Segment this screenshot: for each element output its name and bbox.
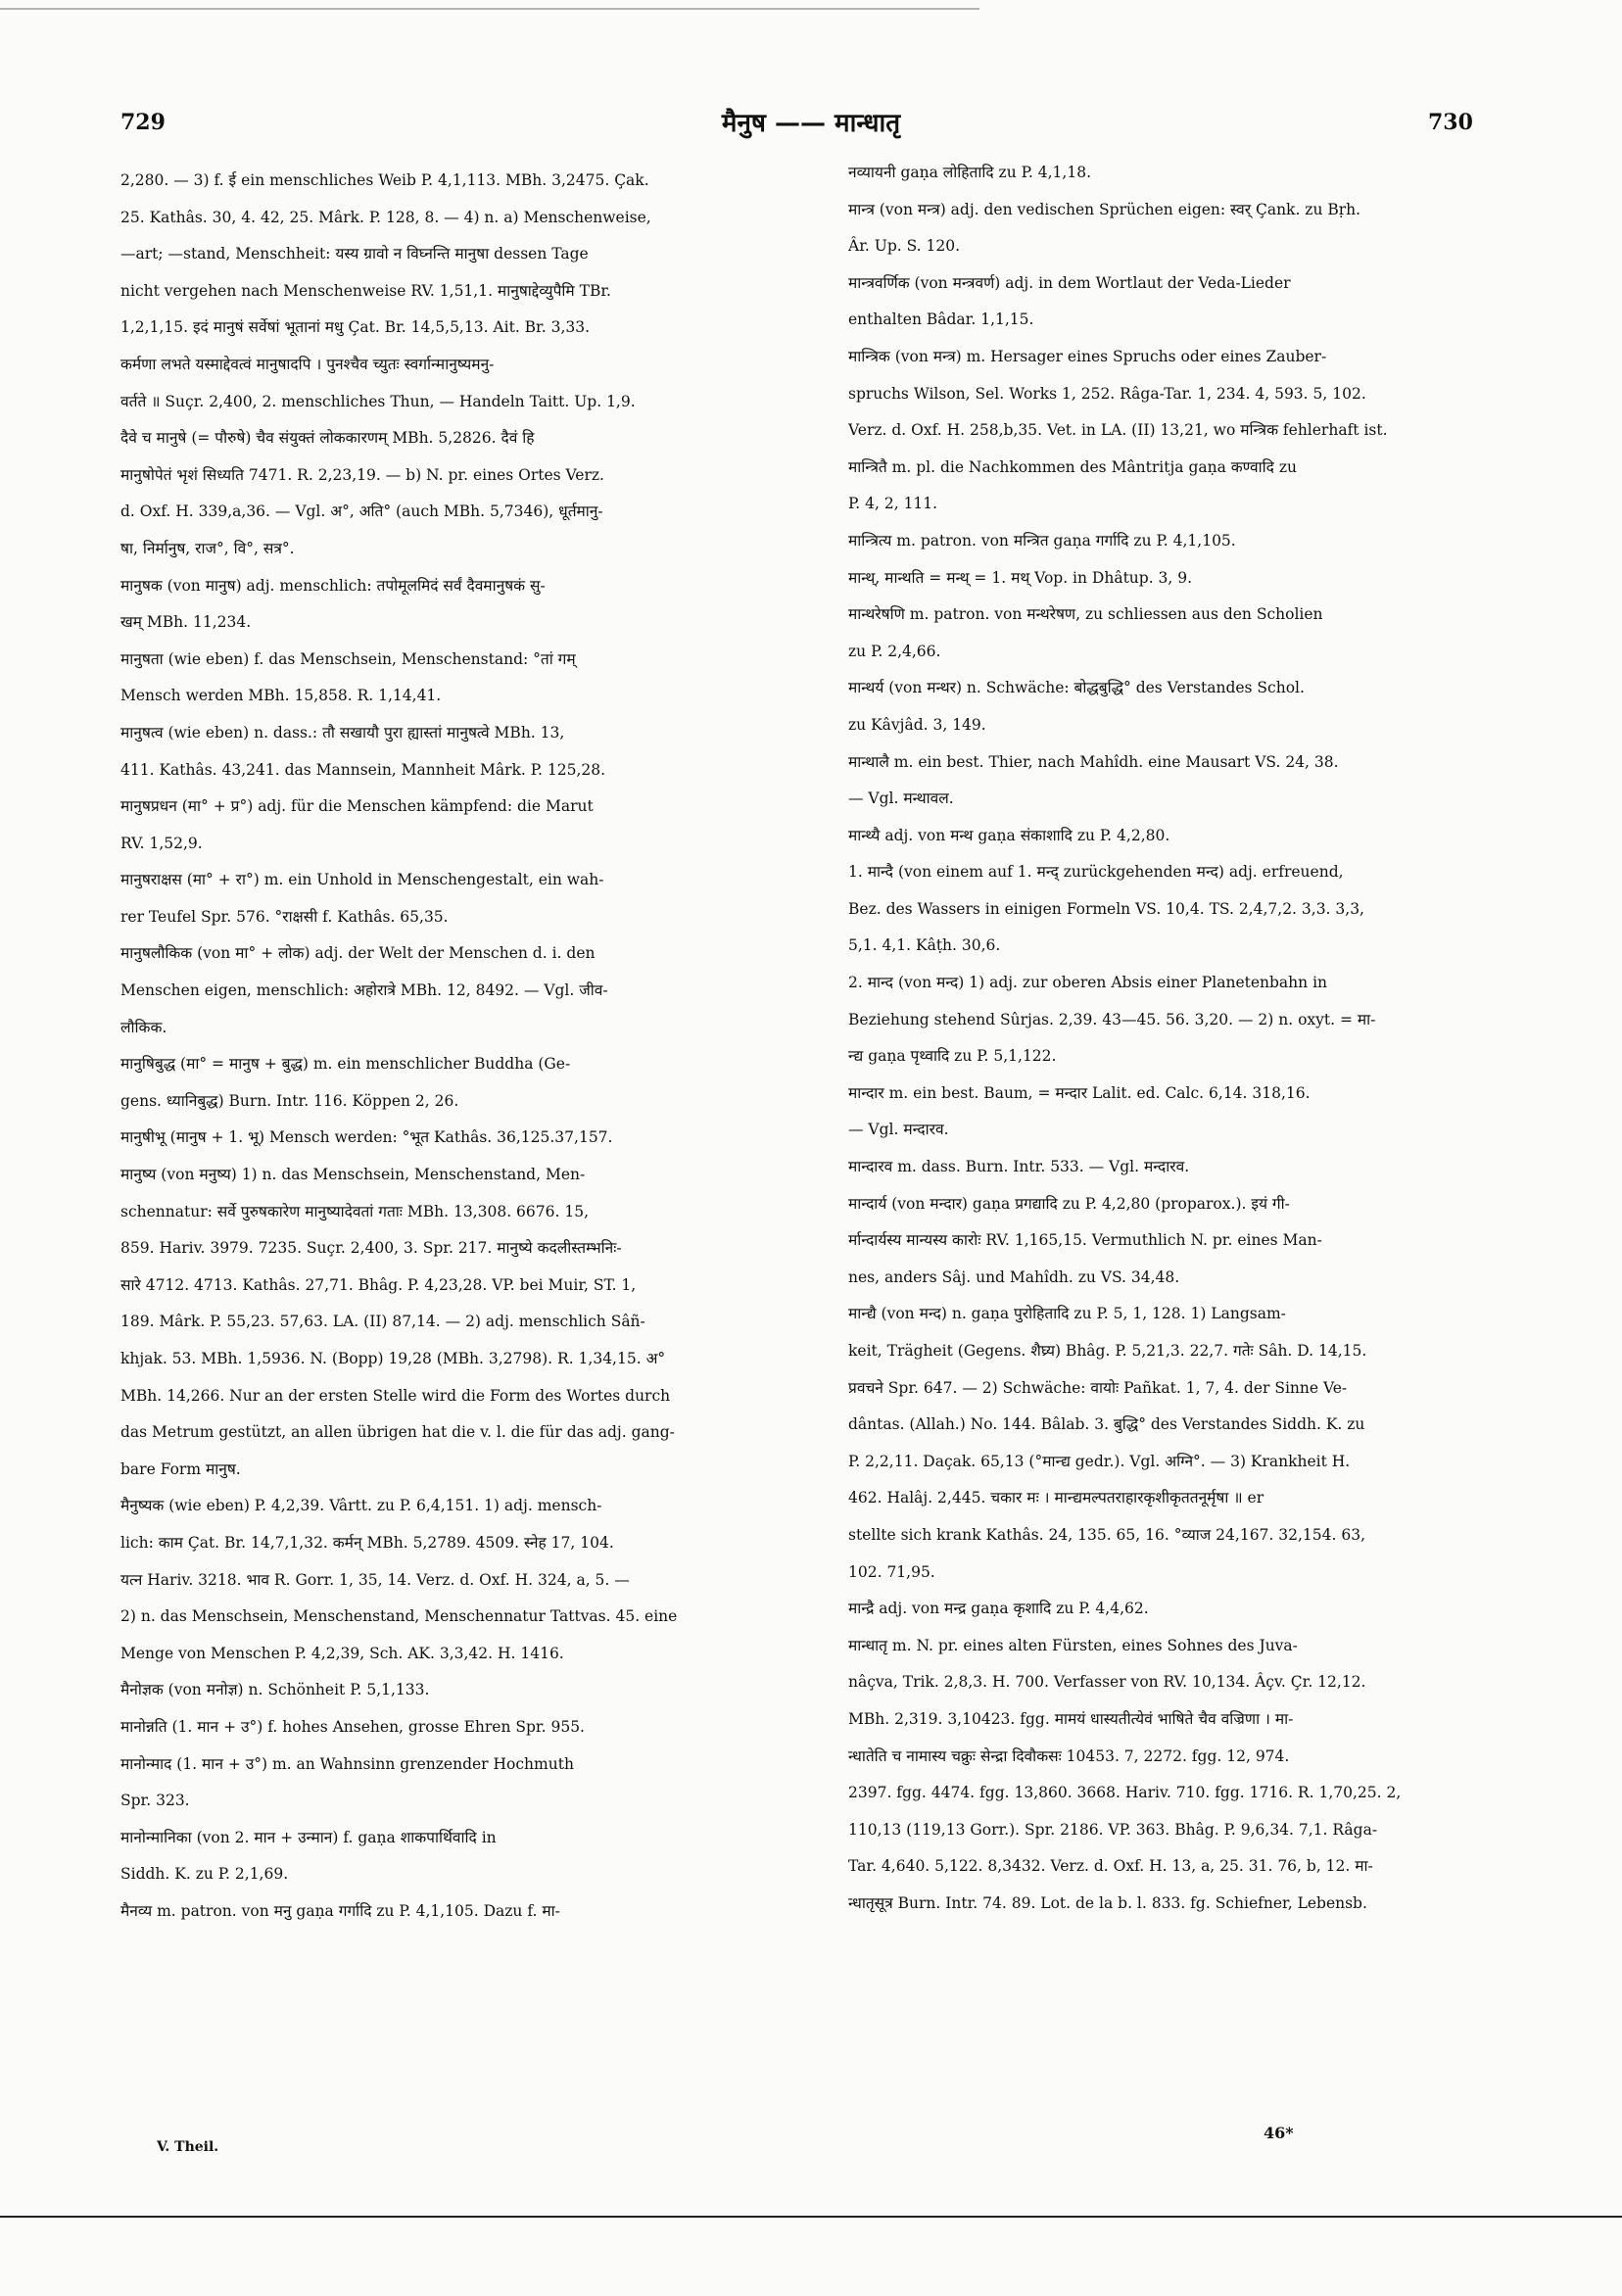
- text-line: Menge von Menschen P. 4,2,39, Sch. AK. 3,3,42. H. 1416.: [120, 1644, 564, 1662]
- text-line: MBh. 14,266. Nur an der ersten Stelle wird die Form des Wortes durch: [120, 1386, 671, 1405]
- text-line: मानुषत्व (wie eben) n. dass.: तौ सखायौ पुरा ह्यास्तां मानुषत्वे MBh. 13,: [120, 723, 565, 741]
- text-line: मान्दार m. ein best. Baum, = मन्दार Lalit. ed. Calc. 6,14. 318,16.: [848, 1083, 1311, 1102]
- text-line: 411. Kathâs. 43,241. das Mannsein, Mannheit Mârk. P. 125,28.: [120, 760, 606, 779]
- text-line: मान्दारव m. dass. Burn. Intr. 533. — Vgl. मन्दारव.: [848, 1158, 1190, 1176]
- text-line: 1,2,1,15. इदं मानुषं सर्वेषां भूतानां मधु Çat. Br. 14,5,5,13. Ait. Br. 3,33.: [120, 318, 591, 337]
- text-line: zu P. 2,4,66.: [848, 642, 941, 660]
- text-line: stellte sich krank Kathâs. 24, 135. 65, 16. °व्याज 24,167. 32,154. 63,: [848, 1525, 1366, 1544]
- volume-label: V. Theil.: [157, 2139, 219, 2155]
- text-line: यत्न Hariv. 3218. भाव R. Gorr. 1, 35, 14. Verz. d. Oxf. H. 324, a, 5. —: [120, 1570, 630, 1589]
- text-line: keit, Trägheit (Gegens. शैघ्र्य) Bhâg. P. 5,21,3. 22,7. गतेः Sâh. D. 14,15.: [848, 1342, 1367, 1360]
- text-line: मानुषीभू (मानुष + 1. भू) Mensch werden: °भूत Kathâs. 36,125.37,157.: [120, 1128, 613, 1147]
- text-line: —art; —stand, Menschheit: यस्य ग्रावो न विघ्नन्ति मानुषा dessen Tage: [120, 245, 589, 263]
- text-line: दैवे च मानुषे (= पौरुषे) चैव संयुक्तं लोककारणम् MBh. 5,2826. दैवं हि: [120, 429, 535, 448]
- text-line: मैनोज्ञक (von मनोज्ञ) n. Schönheit P. 5,1,133.: [120, 1681, 430, 1699]
- page-number-left: 729: [120, 110, 166, 135]
- text-line: मान्धातृ m. N. pr. eines alten Fürsten, eines Sohnes des Juva-: [848, 1636, 1298, 1654]
- text-line: मैनुष्यक (wie eben) P. 4,2,39. Vârtt. zu P. 6,4,151. 1) adj. mensch-: [120, 1497, 602, 1515]
- text-line: das Metrum gestützt, an allen übrigen hat die v. l. die für das adj. gang-: [120, 1423, 675, 1442]
- text-line: 2,280. — 3) f. ई ein menschliches Weib P. 4,1,113. MBh. 3,2475. Çak.: [120, 171, 649, 189]
- text-line: — Vgl. मन्थावल.: [848, 789, 954, 808]
- running-head: मैनुष —— मान्धातृ: [721, 109, 901, 138]
- text-line: मान्त्रिक (von मन्त्र) m. Hersager eines Spruchs oder eines Zauber-: [848, 347, 1327, 365]
- text-line: d. Oxf. H. 339,a,36. — Vgl. अ°, अति° (auch MBh. 5,7346), धूर्तमानु-: [120, 502, 603, 521]
- text-line: P. 4, 2, 111.: [848, 495, 938, 513]
- text-line: वर्तते ॥ Suçr. 2,400, 2. menschliches Thun, — Handeln Taitt. Up. 1,9.: [120, 392, 636, 410]
- text-line: nicht vergehen nach Menschenweise RV. 1,51,1. मानुषाद्देव्युपैमि TBr.: [120, 281, 611, 300]
- text-line: मान्थ्, मान्थति = मन्थ् = 1. मथ् Vop. in Dhâtup. 3, 9.: [848, 568, 1193, 587]
- text-line: मानुषलौकिक (von मा° + लोक) adj. der Welt der Menschen d. i. den: [120, 944, 596, 963]
- text-line: 2. मान्द (von मन्द) 1) adj. zur oberen Absis einer Planetenbahn in: [848, 974, 1328, 992]
- text-line: khjak. 53. MBh. 1,5936. N. (Bopp) 19,28 (MBh. 3,2798). R. 1,34,15. अ°: [120, 1350, 666, 1367]
- text-line: कर्मणा लभते यस्माद्देवत्वं मानुषादपि । पुनश्चैव च्युतः स्वर्गान्मानुष्यमनु-: [120, 355, 495, 373]
- text-line: न्धातेति च नामास्य चक्रुः सेन्द्रा दिवौकसः 10453. 7, 2272. fgg. 12, 974.: [848, 1746, 1290, 1765]
- text-line: 859. Hariv. 3979. 7235. Suçr. 2,400, 3. Spr. 217. मानुष्ये कदलीस्तम्भनिः-: [120, 1239, 622, 1258]
- text-line: bare Form मानुष.: [120, 1459, 241, 1478]
- text-line: मैनव्य m. patron. von मनु gaṇa गर्गादि zu P. 4,1,105. Dazu f. मा-: [120, 1901, 560, 1920]
- text-line: 189. Mârk. P. 55,23. 57,63. LA. (II) 87,14. — 2) adj. menschlich Sâñ-: [120, 1313, 645, 1331]
- text-line: मान्थ्यै adj. von मन्थ gaṇa संकाशादि zu P. 4,2,80.: [848, 826, 1170, 844]
- text-line: सारे 4712. 4713. Kathâs. 27,71. Bhâg. P. 4,23,28. VP. bei Muir, ST. 1,: [120, 1275, 637, 1294]
- text-line: मान्त्र (von मन्त्र) adj. den vedischen Sprüchen eigen: स्वर् Çank. zu Bṛh.: [848, 200, 1361, 218]
- text-line: rer Teufel Spr. 576. °राक्षसी f. Kathâs. 65,35.: [120, 907, 449, 926]
- text-line: Beziehung stehend Sûrjas. 2,39. 43—45. 56. 3,20. — 2) n. oxyt. = मा-: [848, 1010, 1376, 1028]
- text-line: 2397. fgg. 4474. fgg. 13,860. 3668. Hariv. 710. fgg. 1716. R. 1,70,25. 2,: [848, 1784, 1402, 1802]
- text-line: spruchs Wilson, Sel. Works 1, 252. Râga-Tar. 1, 234. 4, 593. 5, 102.: [848, 384, 1366, 403]
- text-line: 2) n. das Menschsein, Menschenstand, Menschennatur Tattvas. 45. eine: [120, 1607, 678, 1626]
- left-column: [120, 163, 788, 1931]
- text-line: न्धातृसूत्र Burn. Intr. 74. 89. Lot. de la b. l. 833. fg. Schiefner, Lebensb.: [848, 1893, 1367, 1912]
- text-line: मान्त्रित्य m. patron. von मन्त्रित gaṇa गर्गादि zu P. 4,1,105.: [848, 531, 1236, 550]
- text-line: मान्द्यै (von मन्द) n. gaṇa पुरोहितादि zu P. 5, 1, 128. 1) Langsam-: [848, 1305, 1286, 1323]
- bottom-rule: [0, 2216, 1622, 2218]
- text-line: gens. ध्यानिबुद्ध) Burn. Intr. 116. Köppen 2, 26.: [120, 1091, 459, 1110]
- text-line: zu Kâvjâd. 3, 149.: [848, 715, 986, 734]
- text-line: मान्त्रितै m. pl. die Nachkommen des Mântritja gaṇa कण्वादि zu: [848, 457, 1297, 476]
- text-line: लौकिक.: [120, 1018, 167, 1036]
- top-rule: [0, 8, 979, 10]
- text-line: मानोन्माद (1. मान + उ°) m. an Wahnsinn grenzender Hochmuth: [120, 1754, 574, 1773]
- text-line: 102. 71,95.: [848, 1562, 935, 1581]
- text-line: मान्थरेषणि m. patron. von मन्थरेषण, zu schliessen aus den Scholien: [848, 605, 1323, 624]
- text-line: मान्दार्य (von मन्दार) gaṇa प्रगद्यादि zu P. 4,2,80 (proparox.). इयं गी-: [848, 1194, 1290, 1213]
- text-line: मानोन्नति (1. मान + उ°) f. hohes Ansehen, grosse Ehren Spr. 955.: [120, 1717, 585, 1736]
- page-number-right: 730: [1428, 110, 1473, 135]
- text-line: nes, anders Sâj. und Mahîdh. zu VS. 34,48.: [848, 1268, 1180, 1286]
- text-line: Bez. des Wassers in einigen Formeln VS. 10,4. TS. 2,4,7,2. 3,3. 3,3,: [848, 899, 1364, 918]
- text-line: Mensch werden MBh. 15,858. R. 1,14,41.: [120, 687, 442, 705]
- text-line: मान्द्रै adj. von मन्द्र gaṇa कृशादि zu P. 4,4,62.: [848, 1600, 1149, 1618]
- signature-mark: 46*: [1264, 2124, 1294, 2142]
- text-line: मान्त्रवर्णिक (von मन्त्रवर्ण) adj. in dem Wortlaut der Veda-Lieder: [848, 273, 1291, 292]
- text-line: Menschen eigen, menschlich: अहोरात्रे MBh. 12, 8492. — Vgl. जीव-: [120, 981, 608, 1000]
- text-line: enthalten Bâdar. 1,1,15.: [848, 311, 1034, 329]
- text-line: 462. Halâj. 2,445. चकार मः । मान्द्यमल्पतराहारकृशीकृततनूर्मृषा ॥ er: [848, 1489, 1264, 1507]
- text-line: मानुषता (wie eben) f. das Menschsein, Menschenstand: °तां गम्: [120, 649, 576, 668]
- text-line: — Vgl. मन्दारव.: [848, 1121, 949, 1139]
- text-line: nâçva, Trik. 2,8,3. H. 700. Verfasser von RV. 10,134. Âçv. Çr. 12,12.: [848, 1673, 1366, 1692]
- text-line: मानुषिबुद्ध (मा° = मानुष + बुद्ध) m. ein menschlicher Buddha (Ge-: [120, 1055, 571, 1074]
- text-line: Verz. d. Oxf. H. 258,b,35. Vet. in LA. (II) 13,21, wo मन्त्रिक fehlerhaft ist.: [848, 421, 1388, 440]
- text-line: Spr. 323.: [120, 1792, 190, 1810]
- text-line: lich: काम Çat. Br. 14,7,1,32. कर्मन् MBh. 5,2789. 4509. स्नेह 17, 104.: [120, 1533, 614, 1552]
- text-line: 25. Kathâs. 30, 4. 42, 25. Mârk. P. 128, 8. — 4) n. a) Menschenweise,: [120, 208, 651, 226]
- text-line: 1. मान्दै (von einem auf 1. मन्द् zurückgehenden मन्द) adj. erfreuend,: [848, 863, 1344, 882]
- text-line: Tar. 4,640. 5,122. 8,3432. Verz. d. Oxf. H. 13, a, 25. 31. 76, b, 12. मा-: [848, 1857, 1373, 1876]
- text-line: खम् MBh. 11,234.: [120, 613, 252, 632]
- right-column: [848, 155, 1490, 1923]
- text-line: मान्थर्य (von मन्थर) n. Schwäche: बोद्धबुद्धि° des Verstandes Schol.: [848, 679, 1305, 697]
- text-line: मानुषप्रधन (मा° + प्र°) adj. für die Menschen kämpfend: die Marut: [120, 797, 594, 816]
- text-line: Âr. Up. S. 120.: [848, 237, 961, 256]
- text-line: प्रवचने Spr. 647. — 2) Schwäche: वायोः Pañkat. 1, 7, 4. der Sinne Ve-: [848, 1378, 1348, 1397]
- text-line: मानुषोपेतं भृशं सिध्यति 7471. R. 2,23,19. — b) N. pr. eines Ortes Verz.: [120, 465, 604, 484]
- text-line: षा, निर्मानुष, राज°, वि°, सत्र°.: [120, 539, 295, 557]
- text-line: schennatur: सर्वे पुरुषकारेण मानुष्यादेवतां गताः MBh. 13,308. 6676. 15,: [120, 1202, 590, 1220]
- text-line: मानोन्मानिका (von 2. मान + उन्मान) f. gaṇa शाकपार्थिवादि in: [120, 1828, 497, 1846]
- text-line: नव्यायनी gaṇa लोहितादि zu P. 4,1,18.: [848, 164, 1091, 181]
- text-line: 5,1. 4,1. Kâṭh. 30,6.: [848, 936, 1001, 955]
- text-line: P. 2,2,11. Daçak. 65,13 (°मान्द्य gedr.). Vgl. अग्नि°. — 3) Krankheit H.: [848, 1452, 1351, 1470]
- text-line: dântas. (Allah.) No. 144. Bâlab. 3. बुद्धि° des Verstandes Siddh. K. zu: [848, 1415, 1365, 1434]
- text-line: मान्थालै m. ein best. Thier, nach Mahîdh. eine Mausart VS. 24, 38.: [848, 752, 1339, 771]
- text-line: न्द्य gaṇa पृथ्वादि zu P. 5,1,122.: [848, 1047, 1057, 1066]
- text-line: Siddh. K. zu P. 2,1,69.: [120, 1865, 289, 1884]
- text-line: र्मान्दार्यस्य मान्यस्य कारोः RV. 1,165,15. Vermuthlich N. pr. eines Man-: [848, 1231, 1322, 1250]
- text-line: RV. 1,52,9.: [120, 834, 203, 852]
- text-line: मानुषराक्षस (मा° + रा°) m. ein Unhold in Menschengestalt, ein wah-: [120, 871, 604, 889]
- text-line: मानुषक (von मानुष) adj. menschlich: तपोमूलमिदं सर्वं दैवमानुषकं सु-: [120, 576, 546, 595]
- text-line: मानुष्य (von मनुष्य) 1) n. das Menschsein, Menschenstand, Men-: [120, 1166, 586, 1184]
- text-line: MBh. 2,319. 3,10423. fgg. मामयं धास्यतीत्येवं भाषिते चैव वज्रिणा । मा-: [848, 1709, 1294, 1728]
- text-line: 110,13 (119,13 Gorr.). Spr. 2186. VP. 363. Bhâg. P. 9,6,34. 7,1. Râga-: [848, 1820, 1378, 1839]
